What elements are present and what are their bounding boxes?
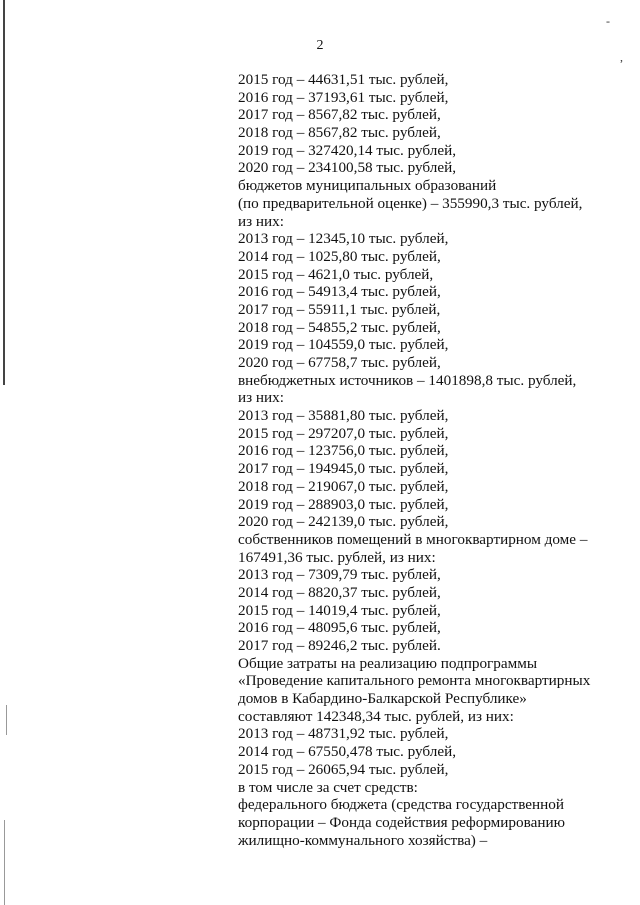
text-line: 2014 год – 1025,80 тыс. рублей, [238,247,441,265]
text-line: 2019 год – 104559,0 тыс. рублей, [238,336,449,354]
text-line: 2017 год – 194945,0 тыс. рублей, [238,460,449,478]
text-line: 2015 год – 14019,4 тыс. рублей, [238,601,441,619]
text-line: 2015 год – 297207,0 тыс. рублей, [238,424,449,442]
text-line: 2013 год – 7309,79 тыс. рублей, [238,566,441,584]
page-number: 2 [316,38,324,53]
text-line: 2014 год – 8820,37 тыс. рублей, [238,583,441,601]
text-line: 2013 год – 48731,92 тыс. рублей, [238,725,449,743]
text-line: федерального бюджета (средства государственной [238,796,564,814]
text-line: 2015 год – 26065,94 тыс. рублей, [238,760,449,778]
scan-margin-line [3,0,5,385]
scan-margin-mark [4,820,5,905]
scan-margin-mark [6,705,7,735]
document-body [238,71,630,849]
text-line: внебюджетных источников – 1401898,8 тыс. рублей, [238,371,577,389]
text-line: Общие затраты на реализацию подпрограммы [238,654,538,672]
text-line: 2017 год – 55911,1 тыс. рублей, [238,300,441,318]
text-line: 2016 год – 123756,0 тыс. рублей, [238,442,449,460]
text-line: 2018 год – 8567,82 тыс. рублей, [238,124,441,142]
text-line: 2013 год – 12345,10 тыс. рублей, [238,230,449,248]
text-line: 2018 год – 54855,2 тыс. рублей, [238,318,441,336]
text-line: 2020 год – 242139,0 тыс. рублей, [238,513,449,531]
text-line: собственников помещений в многоквартирном доме – [238,530,588,548]
text-line: 167491,36 тыс. рублей, из них: [238,548,436,566]
text-line: 2019 год – 327420,14 тыс. рублей, [238,141,456,159]
text-line: домов в Кабардино-Балкарской Республике» [238,690,527,708]
text-line: 2017 год – 89246,2 тыс. рублей. [238,637,441,654]
text-line: 2015 год – 4621,0 тыс. рублей, [238,265,434,283]
text-line: из них: [238,212,284,230]
text-line: в том числе за счет средств: [238,778,418,796]
text-line: 2015 год – 44631,51 тыс. рублей, [238,71,449,88]
text-line: составляют 142348,34 тыс. рублей, из них: [238,707,514,725]
text-line: бюджетов муниципальных образований [238,177,497,195]
text-line: 2020 год – 67758,7 тыс. рублей, [238,354,441,371]
text-line: 2013 год – 35881,80 тыс. рублей, [238,407,449,425]
text-line: 2017 год – 8567,82 тыс. рублей, [238,106,441,124]
text-line: 2016 год – 37193,61 тыс. рублей, [238,88,449,106]
text-line: из них: [238,389,284,407]
text-line: 2014 год – 67550,478 тыс. рублей, [238,743,456,761]
text-line: 2016 год – 48095,6 тыс. рублей, [238,619,441,637]
text-line: «Проведение капитального ремонта многоквартирных [238,672,591,690]
scan-artifact-mark: , [620,50,623,64]
scan-artifact-mark: - [606,14,610,28]
text-line: корпорации – Фонда содействия реформированию [238,813,565,831]
text-line: 2020 год – 234100,58 тыс. рублей, [238,159,456,177]
text-line: 2016 год – 54913,4 тыс. рублей, [238,283,441,301]
text-line: жилищно-коммунального хозяйства) – [238,831,488,849]
text-line: 2019 год – 288903,0 тыс. рублей, [238,495,449,513]
text-line: 2018 год – 219067,0 тыс. рублей, [238,477,449,495]
text-line: (по предварительной оценке) – 355990,3 тыс. рублей, [238,194,583,212]
